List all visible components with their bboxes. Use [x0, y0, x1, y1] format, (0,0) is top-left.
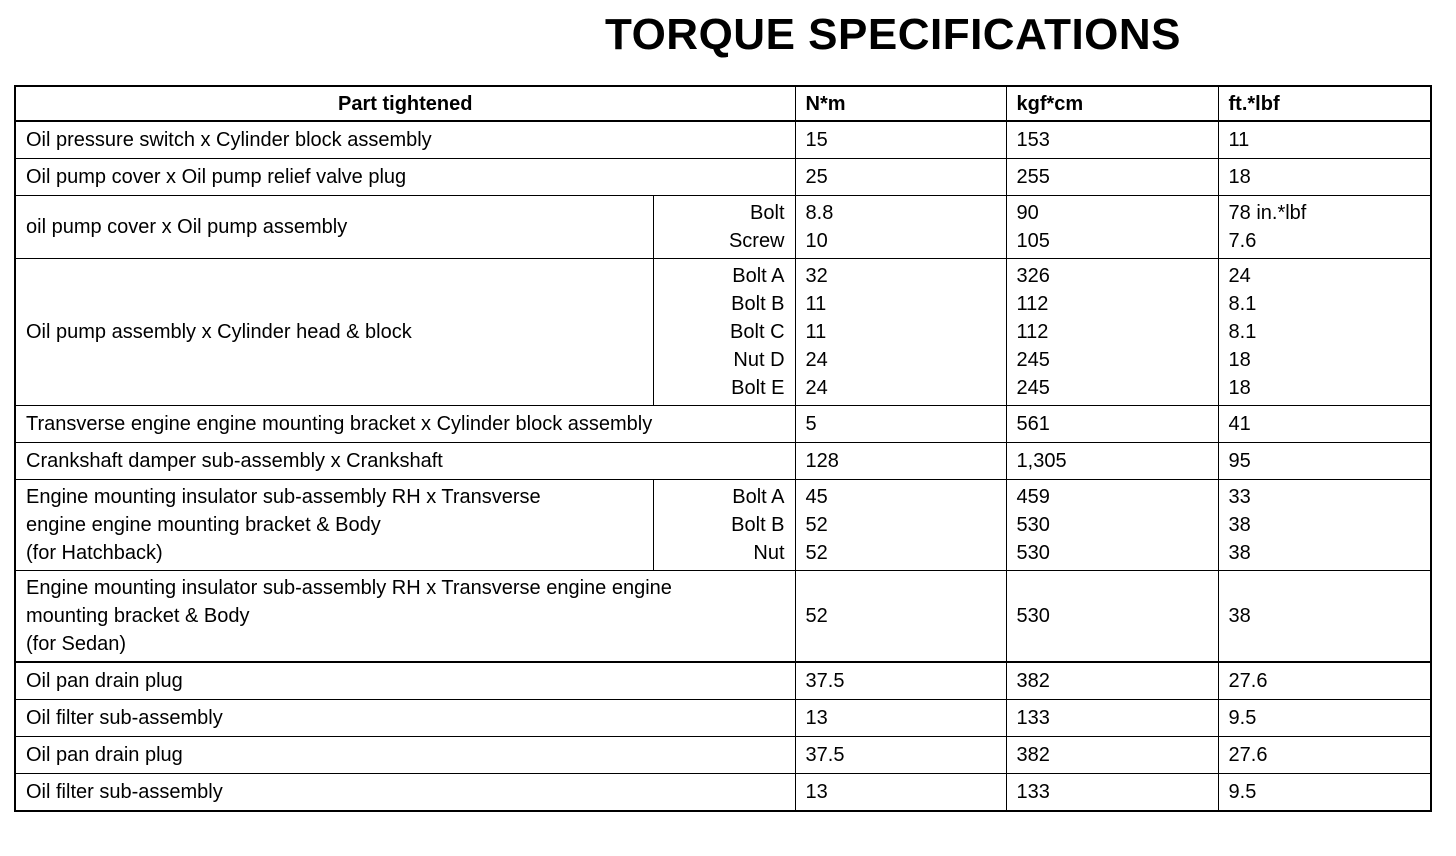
fastener-label: Bolt [750, 202, 785, 224]
ftlbf-value: 7.6 [1228, 230, 1257, 252]
part-cell: Transverse engine engine mounting bracket x Cylinder block assembly [15, 406, 795, 443]
kgfcm-cell: 530 [1006, 571, 1218, 663]
header-part-tightened: Part tightened [15, 86, 795, 121]
ftlbf-cell [1218, 196, 1431, 259]
nm-cell: 13 [795, 700, 1006, 737]
ftlbf-cell: 27.6 [1218, 737, 1431, 774]
table-row [15, 121, 1431, 159]
nm-cell: 37.5 [795, 737, 1006, 774]
ftlbf-value: 78 in.*lbf [1228, 202, 1307, 224]
part-line: Engine mounting insulator sub-assembly RH x Transverse engine engine [26, 577, 672, 599]
fastener-cell [653, 480, 795, 571]
part-cell [15, 480, 653, 571]
part-cell: Oil filter sub-assembly [15, 700, 795, 737]
kgfcm-value: 112 [1016, 321, 1049, 343]
kgfcm-value: 245 [1016, 377, 1050, 399]
nm-value: 52 [805, 542, 828, 564]
table-row [15, 737, 1431, 774]
part-cell: Oil pressure switch x Cylinder block assembly [15, 121, 795, 159]
ftlbf-value: 24 [1228, 265, 1251, 287]
part-cell: Oil pump assembly x Cylinder head & block [15, 259, 653, 406]
kgfcm-cell: 133 [1006, 700, 1218, 737]
kgfcm-value: 112 [1016, 293, 1049, 315]
table-row [15, 196, 1431, 259]
part-cell: Oil filter sub-assembly [15, 774, 795, 812]
fastener-label: Screw [728, 230, 785, 252]
kgfcm-cell: 561 [1006, 406, 1218, 443]
header-kgfcm: kgf*cm [1006, 86, 1218, 121]
ftlbf-cell: 38 [1218, 571, 1431, 663]
part-cell: Oil pan drain plug [15, 662, 795, 700]
nm-value: 32 [805, 265, 828, 287]
kgfcm-cell [1006, 480, 1218, 571]
nm-cell [795, 259, 1006, 406]
part-line: engine engine mounting bracket & Body [26, 514, 381, 536]
fastener-label: Bolt B [731, 514, 785, 536]
ftlbf-cell: 18 [1218, 159, 1431, 196]
torque-spec-table [14, 85, 1432, 812]
ftlbf-value: 33 [1228, 486, 1251, 508]
table-row [15, 443, 1431, 480]
ftlbf-cell: 95 [1218, 443, 1431, 480]
nm-cell [795, 480, 1006, 571]
nm-value: 52 [805, 514, 828, 536]
fastener-label: Nut D [733, 349, 785, 371]
nm-value: 24 [805, 377, 828, 399]
kgfcm-cell: 133 [1006, 774, 1218, 812]
ftlbf-value: 38 [1228, 542, 1251, 564]
kgfcm-value: 530 [1016, 514, 1050, 536]
part-line: mounting bracket & Body [26, 605, 250, 627]
header-ftlbf: ft.*lbf [1218, 86, 1431, 121]
part-line: (for Sedan) [26, 633, 127, 655]
part-cell [15, 571, 795, 663]
header-nm: N*m [795, 86, 1006, 121]
nm-value: 45 [805, 486, 828, 508]
kgfcm-cell: 255 [1006, 159, 1218, 196]
part-cell: Oil pan drain plug [15, 737, 795, 774]
ftlbf-cell: 41 [1218, 406, 1431, 443]
ftlbf-cell [1218, 480, 1431, 571]
ftlbf-cell: 9.5 [1218, 700, 1431, 737]
kgfcm-cell: 1,305 [1006, 443, 1218, 480]
fastener-label: Bolt A [732, 486, 785, 508]
nm-cell: 13 [795, 774, 1006, 812]
table-row [15, 159, 1431, 196]
ftlbf-value: 38 [1228, 514, 1251, 536]
nm-value: 11 [805, 293, 827, 315]
nm-cell: 25 [795, 159, 1006, 196]
table-row [15, 259, 1431, 406]
fastener-label: Bolt E [731, 377, 785, 399]
kgfcm-value: 326 [1016, 265, 1050, 287]
ftlbf-value: 18 [1228, 349, 1251, 371]
nm-cell: 37.5 [795, 662, 1006, 700]
kgfcm-value: 105 [1016, 230, 1050, 252]
fastener-label: Bolt B [731, 293, 785, 315]
ftlbf-cell: 27.6 [1218, 662, 1431, 700]
ftlbf-value: 8.1 [1228, 321, 1257, 343]
ftlbf-cell: 9.5 [1218, 774, 1431, 812]
nm-cell [795, 196, 1006, 259]
nm-cell: 15 [795, 121, 1006, 159]
kgfcm-value: 245 [1016, 349, 1050, 371]
ftlbf-value: 18 [1228, 377, 1251, 399]
nm-cell: 128 [795, 443, 1006, 480]
fastener-label: Nut [753, 542, 785, 564]
part-cell: Crankshaft damper sub-assembly x Crankshaft [15, 443, 795, 480]
table-row [15, 774, 1431, 812]
table-row [15, 406, 1431, 443]
part-line: (for Hatchback) [26, 542, 163, 564]
fastener-cell [653, 196, 795, 259]
page-title: TORQUE SPECIFICATIONS [605, 10, 1182, 59]
nm-cell: 52 [795, 571, 1006, 663]
nm-value: 24 [805, 349, 828, 371]
fastener-label: Bolt C [730, 321, 785, 343]
ftlbf-cell: 11 [1218, 121, 1431, 159]
kgfcm-cell [1006, 196, 1218, 259]
nm-value: 8.8 [805, 202, 834, 224]
fastener-label: Bolt A [732, 265, 785, 287]
kgfcm-cell: 382 [1006, 737, 1218, 774]
ftlbf-cell [1218, 259, 1431, 406]
table-header-row [15, 86, 1431, 121]
part-cell: Oil pump cover x Oil pump relief valve plug [15, 159, 795, 196]
kgfcm-cell [1006, 259, 1218, 406]
part-cell: oil pump cover x Oil pump assembly [15, 196, 653, 259]
nm-value: 10 [805, 230, 828, 252]
table-row [15, 571, 1431, 663]
nm-value: 11 [805, 321, 827, 343]
fastener-cell [653, 259, 795, 406]
kgfcm-value: 90 [1016, 202, 1039, 224]
kgfcm-cell: 153 [1006, 121, 1218, 159]
part-line: Engine mounting insulator sub-assembly RH x Transverse [26, 486, 541, 508]
kgfcm-value: 530 [1016, 542, 1050, 564]
kgfcm-cell: 382 [1006, 662, 1218, 700]
kgfcm-value: 459 [1016, 486, 1050, 508]
table-row [15, 700, 1431, 737]
table-row [15, 480, 1431, 571]
ftlbf-value: 8.1 [1228, 293, 1257, 315]
nm-cell: 5 [795, 406, 1006, 443]
table-row [15, 662, 1431, 700]
